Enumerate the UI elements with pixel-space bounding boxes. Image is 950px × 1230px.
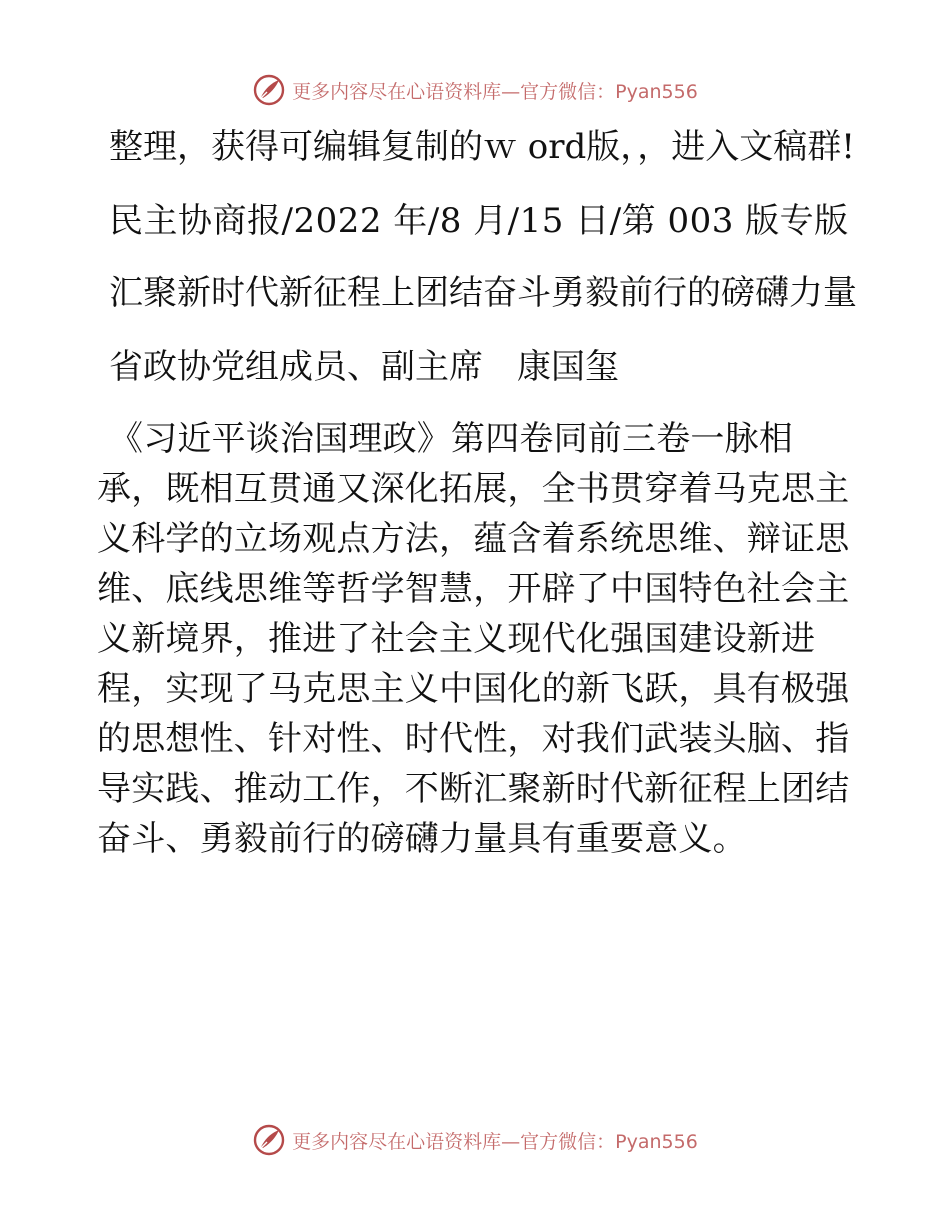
feather-pen-logo-icon [252,73,286,107]
document-body [97,122,857,864]
wechat-id: Pyan556 [615,1130,698,1153]
watermark-group [252,73,698,107]
watermark-text: 更多内容尽在心语资料库—官方微信：Pyan556 [292,80,698,103]
feather-pen-logo-icon [252,1123,286,1157]
watermark-text: 更多内容尽在心语资料库—官方微信：Pyan556 [292,1130,698,1153]
intro-paragraph: 整理，获得可编辑复制的ｗ ord版，，进入文稿群! [109,127,855,167]
wechat-id: Pyan556 [615,80,698,103]
footer-watermark [0,1120,950,1160]
watermark-group [252,1123,698,1157]
article-title: 汇聚新时代新征程上团结奋斗勇毅前行的磅礴力量 [109,273,857,313]
body-paragraph: 《习近平谈治国理政》第四卷同前三卷一脉相承，既相互贯通又深化拓展，全书贯穿着马克思主义科学的立场观点方法，蕴含着系统思维、辩证思维、底线思维等哲学智慧，开辟了中国特色社会主义新境界，推进了社会主义现代化强国建设新进程，实现了马克思主义中国化的新飞跃，具有极强的思想性、针对性、时代性，对我们武装头脑、指导实践、推动工作，不断汇聚新时代新征程上团结奋斗、勇毅前行的磅礴力量具有重要意义。 [97,419,850,859]
header-watermark [0,70,950,110]
author-line: 省政协党组成员、副主席 康国玺 [109,347,619,387]
source-line: 民主协商报/2022 年/8 月/15 日/第 003 版专版 [109,201,849,241]
